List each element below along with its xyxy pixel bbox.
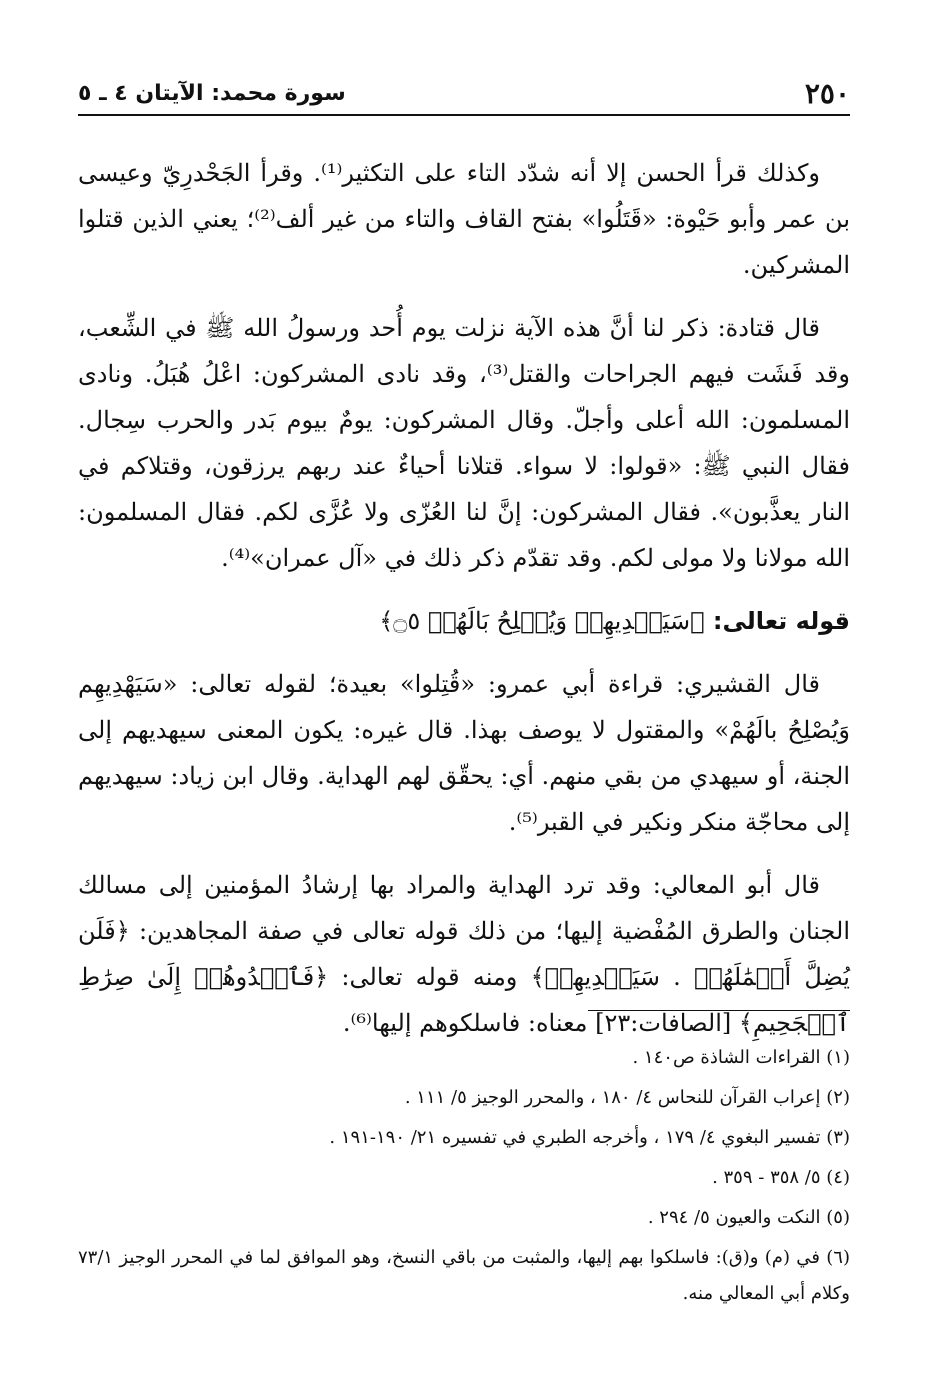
footnote: (٦) في (م) و(ق): فاسلكوا بهم إليها، والمثبت من باقي النسخ، وهو الموافق لما في المحرر الوجيز ٧٣/١ وكلام أبي المعالي منه.: [78, 1247, 850, 1304]
paragraph: قال أبو المعالي: وقد ترد الهداية والمراد بها إرشادُ المؤمنين إلى مسالك الجنان والطرق المُفْضية إليها؛ من ذلك قوله تعالى في صفة المجاهدين: ﴿فَلَن يُضِلَّ أَعۡمَٰلَهُمۡ . سَيَهۡدِيهِمۡ﴾ ومنه قوله تعالى: ﴿فَٱهۡدُوهُمۡ إِلَىٰ صِرَٰطِ ٱلۡجَحِيمِ﴾ [الصافات:٢٣] معناه: فاسلكوهم إليها⁽⁶⁾.: [78, 871, 850, 1037]
paragraph: قال القشيري: قراءة أبي عمرو: «قُتِلوا» بعيدة؛ لقوله تعالى: «سَيَهْدِيهِم وَيُصْلِحُ بالَهُمْ» والمقتول لا يوصف بهذا. قال غيره: يكون المعنى سيهديهم إلى الجنة، أو سيهدي من بقي منهم. أي: يحقّق لهم الهداية. وقال ابن زياد: سيهديهم إلى محاجّة منكر ونكير في القبر⁽⁵⁾.: [78, 670, 850, 836]
page-number: ٢٥٠: [804, 76, 850, 110]
running-title: سورة محمد: الآيتان ٤ ـ ٥: [78, 80, 346, 106]
footnote: (٤) ٥/ ٣٥٨ - ٣٥٩ .: [712, 1167, 850, 1188]
page-header: [78, 76, 850, 110]
footnotes: [78, 1040, 850, 1316]
paragraph: قال قتادة: ذكر لنا أنَّ هذه الآية نزلت يوم أُحد ورسولُ الله ﷺ في الشِّعب، وقد فَشَت فيهم الجراحات والقتل⁽³⁾، وقد نادى المشركون: اعْلُ هُبَلُ. ونادى المسلمون: الله أعلى وأجلّ. وقال المشركون: يومٌ بيوم بَدر والحرب سِجال. فقال النبي ﷺ: «قولوا: لا سواء. قتلانا أحياءٌ عند ربهم يرزقون، وقتلاكم في النار يعذَّبون». فقال المشركون: إنَّ لنا العُزّى ولا عُزَّى لكم. فقال المسلمون: الله مولانا ولا مولى لكم. وقد تقدّم ذكر ذلك في «آل عمران»⁽⁴⁾.: [78, 314, 850, 572]
footnote: (١) القراءات الشاذة ص١٤٠ .: [632, 1047, 850, 1068]
main-text: [78, 150, 850, 1063]
verse-text: ﴿سَيَهۡدِيهِمۡ وَيُصۡلِحُ بَالَهُمۡ ۝٥﴾: [379, 607, 705, 635]
footnote: (٢) إعراب القرآن للنحاس ٤/ ١٨٠ ، والمحرر الوجيز ٥/ ١١١ .: [404, 1087, 850, 1108]
paragraph: وكذلك قرأ الحسن إلا أنه شدّد التاء على التكثير⁽¹⁾. وقرأ الجَحْدرِيّ وعيسى بن عمر وأبو حَيْوة: «قَتَلُوا» بفتح القاف والتاء من غير ألف⁽²⁾؛ يعني الذين قتلوا المشركين.: [78, 159, 850, 279]
footnote: (٥) النكت والعيون ٥/ ٢٩٤ .: [647, 1207, 850, 1228]
footnote-divider: [588, 1010, 850, 1011]
header-divider: [78, 114, 850, 116]
verse-heading-lead: قوله تعالى:: [712, 607, 850, 635]
footnote: (٣) تفسير البغوي ٤/ ١٧٩ ، وأخرجه الطبري في تفسيره ٢١/ ١٩٠-١٩١ .: [329, 1127, 850, 1148]
verse-heading: [78, 598, 850, 644]
